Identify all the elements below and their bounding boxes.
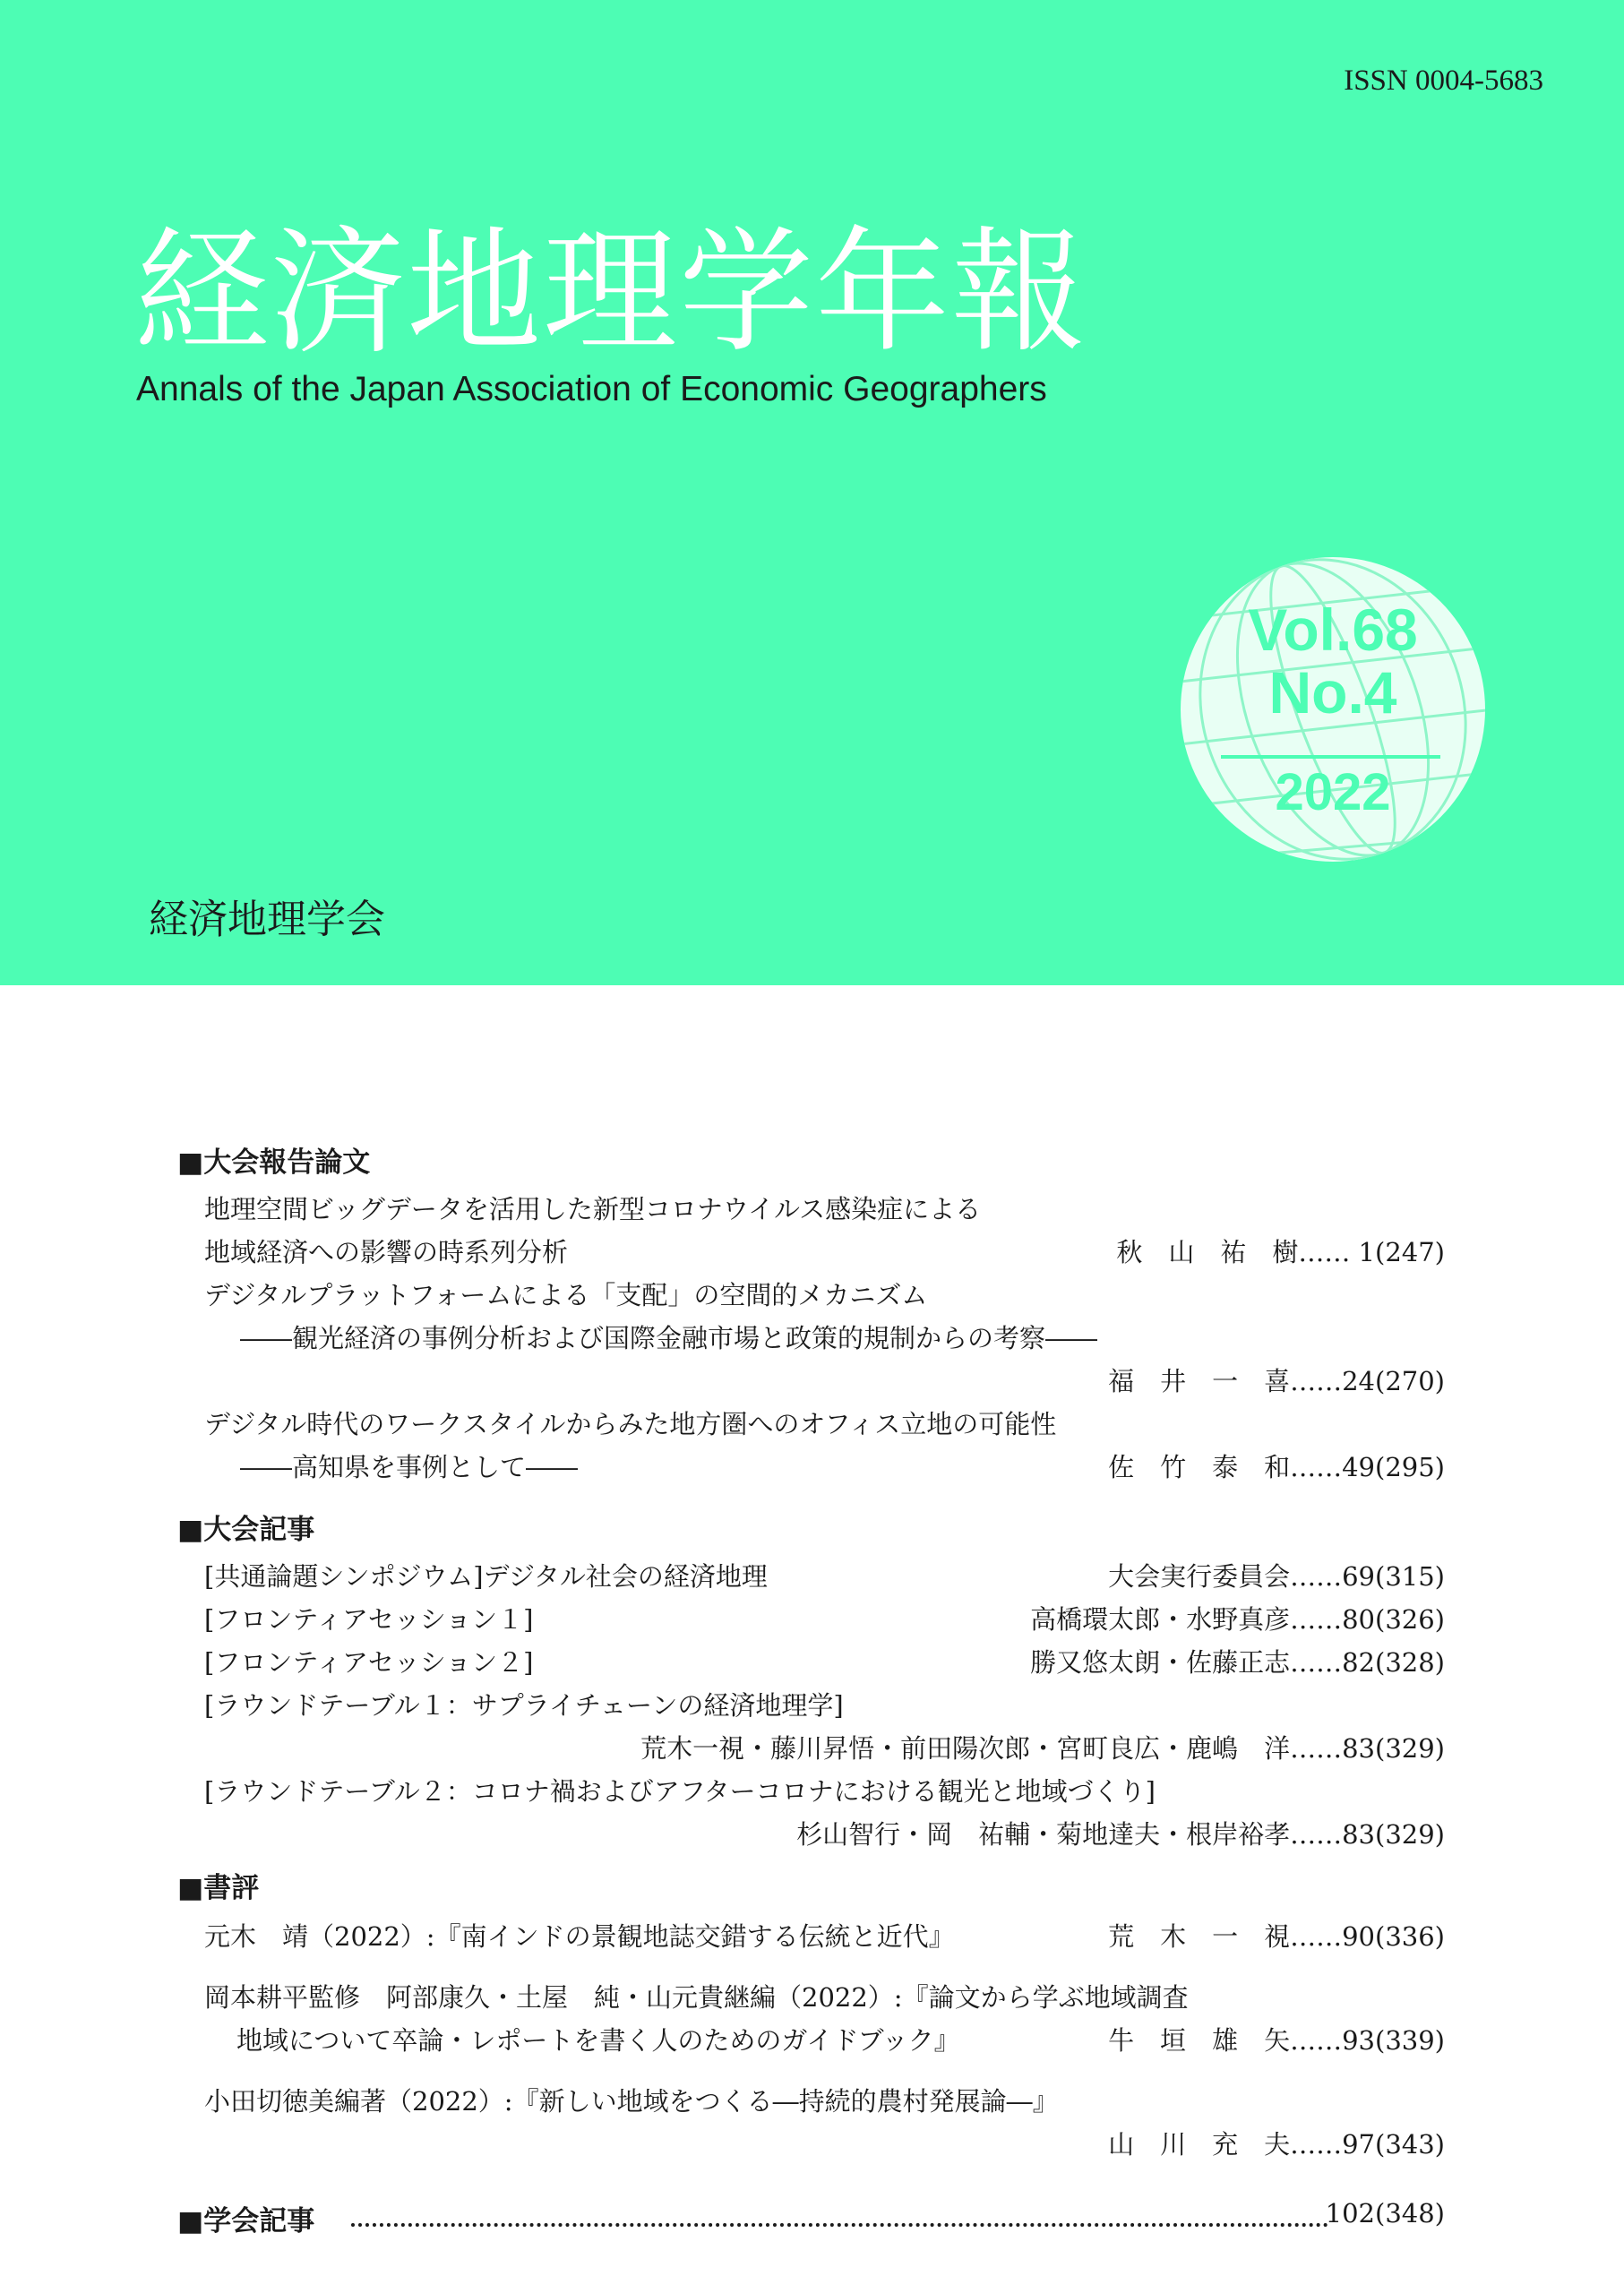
page-number: ……93(339) [1290,2025,1445,2056]
article-title: [ラウンドテーブル２：コロナ禍およびアフターコロナにおける観光と地域づくり] [204,1776,1156,1807]
publisher: 経済地理学会 [149,897,385,942]
article-title: 地域経済への影響の時系列分析 [204,1237,569,1267]
issn: ISSN 0004-5683 [1344,64,1543,97]
article-title: [ラウンドテーブル１：サプライチェーンの経済地理学] [204,1690,844,1721]
author: 杉山智行・岡 祐輔・菊地達夫・根岸裕孝 [796,1819,1291,1850]
page-number: ……97(343) [1290,2129,1445,2160]
author: 佐 竹 泰 和 [1108,1452,1291,1482]
page-number: …… 1(247) [1298,1237,1445,1267]
page-number: ……90(336) [1290,1921,1445,1952]
article-title: [フロンティアセッション１] [204,1604,534,1635]
page-number: ……24(270) [1290,1366,1445,1396]
review-title: 元木 靖（2022）:『南インドの景観地誌交錯する伝統と近代』 [204,1921,955,1952]
review-title: 小田切徳美編著（2022）:『新しい地域をつくる―持続的農村発展論―』 [204,2086,1059,2117]
year-label: 2022 [1275,763,1391,821]
number-label: No.4 [1268,659,1397,726]
section-heading: ■大会記事 [177,1514,315,1546]
journal-title-en: Annals of the Japan Association of Economic Geographers [136,370,1047,408]
toc-entry-right [796,1815,1445,1851]
journal-title-ja: 経済地理学年報 [134,215,1088,371]
issue-badge [1172,597,1494,821]
toc-entry-right [1108,1917,1445,1954]
article-subtitle: ――高知県を事例として―― [240,1452,579,1482]
volume-label: Vol.68 [1248,597,1418,663]
section-heading: ■書評 [177,1872,260,1904]
author: 勝又悠太朗・佐藤正志 [1030,1647,1291,1678]
author: 牛 垣 雄 矢 [1108,2025,1291,2056]
toc-entry-right [1108,2021,1445,2057]
article-subtitle: ――観光経済の事例分析および国際金融市場と政策的規制からの考察―― [240,1323,1098,1353]
review-title: 岡本耕平監修 阿部康久・土屋 純・山元貴継編（2022）:『論文から学ぶ地域調査 [204,1982,1189,2013]
page-number: ……69(315) [1290,1561,1445,1592]
toc-entry-right [1108,1447,1445,1484]
page-number: ……49(295) [1290,1452,1445,1482]
author: 荒 木 一 視 [1108,1921,1291,1952]
page-number: 102(348) [1325,2198,1445,2229]
page-number: ……80(326) [1290,1604,1445,1635]
toc-entry-right [1030,1600,1445,1636]
author: 荒木一視・藤川昇悟・前田陽次郎・宮町良広・鹿嶋 洋 [640,1733,1291,1764]
article-title: デジタル時代のワークスタイルからみた地方圏へのオフィス立地の可能性 [204,1409,1057,1439]
toc-entry-right [1030,1643,1445,1679]
section-heading: ■学会記事 [177,2205,315,2237]
toc-entry-right [1108,1361,1445,1398]
toc-entry-right [1108,2125,1445,2161]
author: 秋 山 祐 樹 [1116,1237,1299,1267]
dot-leader [351,2223,1328,2227]
section-heading: ■大会報告論文 [177,1146,371,1179]
toc-entry-right [1116,1232,1445,1269]
author: 大会実行委員会 [1108,1561,1291,1592]
page-number: ……83(329) [1290,1819,1445,1850]
toc-entry-right [1108,1557,1445,1593]
article-title: デジタルプラットフォームによる「支配」の空間的メカニズム [204,1280,928,1310]
article-title: 地理空間ビッグデータを活用した新型コロナウイルス感染症による [204,1194,982,1224]
page-number: ……83(329) [1290,1733,1445,1764]
article-title: [共通論題シンポジウム]デジタル社会の経済地理 [204,1561,768,1592]
article-title: [フロンティアセッション２] [204,1647,534,1678]
toc-entry-right [640,1729,1445,1765]
page-number: ……82(328) [1290,1647,1445,1678]
author: 高橋環太郎・水野真彦 [1030,1604,1291,1635]
author: 山 川 充 夫 [1108,2129,1291,2160]
review-title: 地域について卒論・レポートを書く人のためのガイドブック』 [236,2025,960,2056]
author: 福 井 一 喜 [1108,1366,1291,1396]
